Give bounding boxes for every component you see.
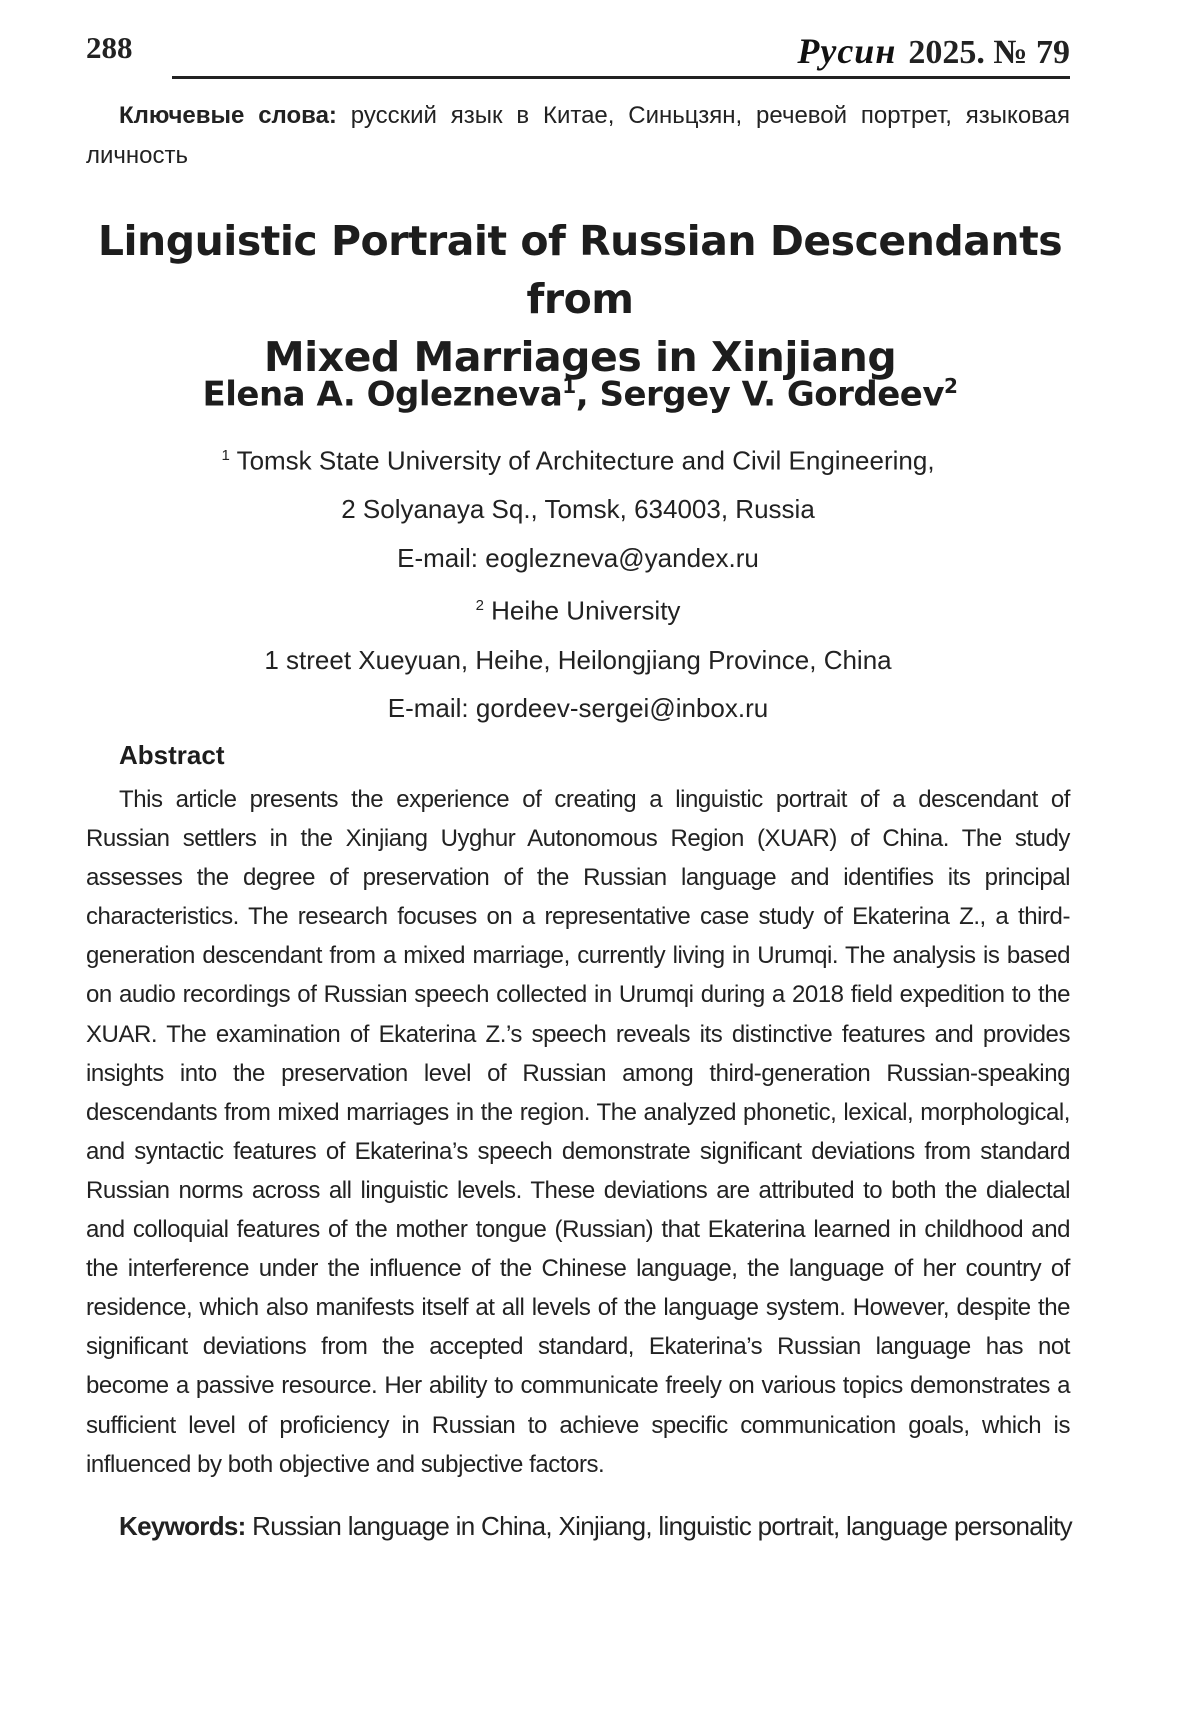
keywords-text: Russian language in China, Xinjiang, linguistic portrait, language personality [252, 1511, 1072, 1541]
abstract-text: This article presents the experience of creating a linguistic portrait of a descendant of Russian settlers in the Xinjiang Uyghur Autonomous Region (XUAR) of China. The study assesses the degree of preservation of the Russian language and identifies its principal characteristics. The research focuses on a representative case study of Ekaterina Z., a third-generation descendant from a mixed marriage, currently living in Urumqi. The analysis is based on audio recordings of Russian speech collected in Urumqi during a 2018 field expedition to the XUAR. The examination of Ekaterina Z.’s speech reveals its distinctive features and provides insights into the preservation level of Russian among third-generation Russian-speaking descendants from mixed marriages in the region. The analyzed phonetic, lexical, morphological, and syntactic features of Ekaterina’s speech demonstrate significant deviations from standard Russian norms across all linguistic levels. These deviations are attributed to both the dialectal and colloquial features of the mother tongue (Russian) that Ekaterina learned in childhood and the interference under the influence of the Chinese language, the language of her country of residence, which also manifests itself at all levels of the language system. However, despite the significant deviations from the accepted standard, Ekaterina’s Russian language has not become a passive resource. Her ability to communicate freely on various topics demonstrates a sufficient level of proficiency in Russian to achieve specific communication goals, which is influenced by both objective and subjective factors. [86, 786, 1070, 1478]
authors: Elena A. Oglezneva$^1$, Sergey V. Gordeev$^2$ [202, 374, 958, 415]
header-rule [172, 76, 1070, 79]
page-header [86, 24, 1070, 82]
affiliation-mark: 1 [221, 447, 230, 464]
journal-info [797, 30, 1070, 72]
russian-keywords-label: Ключевые слова: [119, 102, 337, 129]
abstract-heading: Abstract [119, 740, 225, 770]
russian-keywords-text: русский язык в Китае, Синьцзян, речевой портрет, языковая личность [86, 102, 1070, 169]
affiliation-email: E-mail: eoglezneva@yandex.ru [397, 542, 759, 573]
affiliation-line [86, 534, 1070, 583]
author-2-affiliation-mark: 2 [944, 374, 958, 398]
keywords [86, 1506, 1070, 1546]
russian-keywords [86, 96, 1070, 176]
title-line-2: Mixed Marriages in Xinjiang [263, 333, 897, 381]
affiliation-line [86, 432, 1070, 485]
affiliation-line [86, 684, 1070, 733]
author-2: Sergey V. Gordeev [599, 374, 945, 415]
affiliation-email: E-mail: gordeev-sergei@inbox.ru [387, 693, 769, 724]
affiliation-address: 1 street Xueyuan, Heihe, Heilongjiang Province, China [264, 644, 892, 675]
page-number: 288 [86, 30, 133, 65]
journal-issue: 2025. № 79 [908, 34, 1070, 71]
affiliation-line [86, 485, 1070, 534]
title-line-1: Linguistic Portrait of Russian Descendants from [97, 217, 1063, 323]
affiliation-line [86, 582, 1070, 635]
author-1-affiliation-mark: 1 [562, 374, 576, 398]
affiliation-text: Tomsk State University of Architecture and Civil Engineering, [236, 445, 935, 476]
journal-name: Русин [797, 31, 897, 71]
affiliation-text: Heihe University [491, 596, 681, 627]
affiliation-address: 2 Solyanaya Sq., Tomsk, 634003, Russia [341, 494, 815, 525]
affiliations [86, 432, 1070, 733]
affiliation-line [86, 636, 1070, 685]
article-title [60, 212, 1100, 386]
keywords-label: Keywords: [119, 1511, 246, 1541]
affiliation-mark: 2 [475, 597, 484, 615]
author-1: Elena A. Oglezneva [202, 374, 563, 415]
